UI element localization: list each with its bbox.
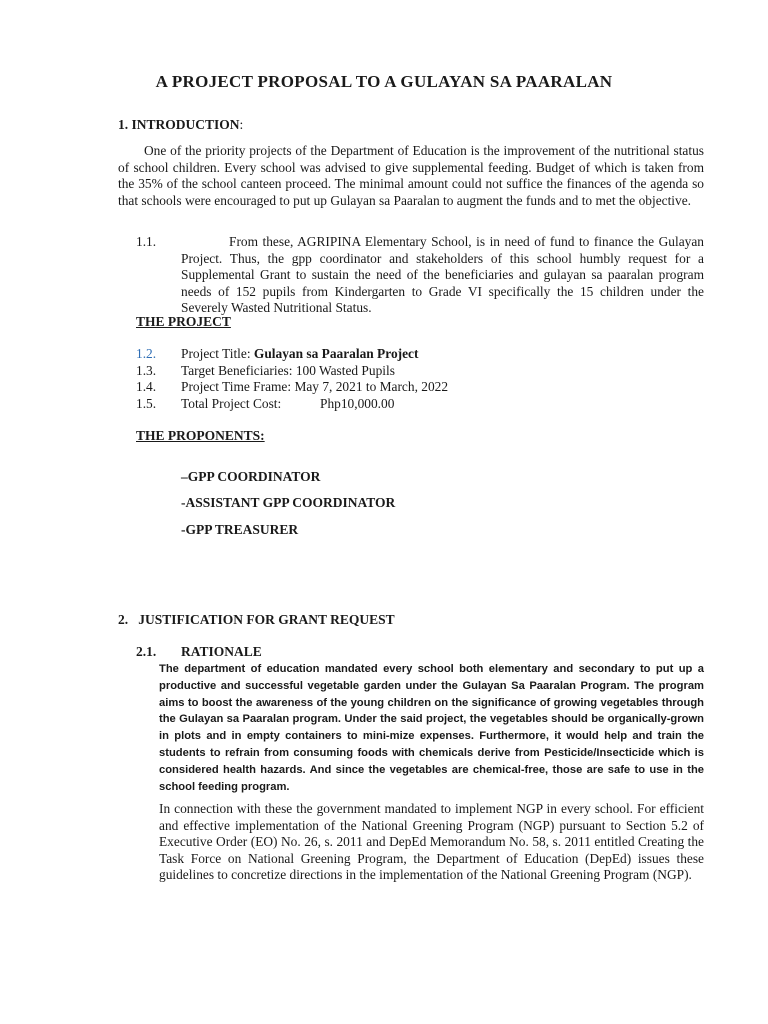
- project-title-value: Gulayan sa Paaralan Project: [253, 346, 419, 361]
- project-item-number: 1.3.: [136, 362, 157, 378]
- ngp-paragraph: In connection with these the government mandated to implement NGP in every school. For efficient and effective implementation of the National Greening Program (NGP) pursuant to Section 5.2 of Executive Order (EO) No. 26, s. 2011 and DepEd Memorandum No. 58, s. 2011 entitled Creating the Task Force on National Greening Program, the Department of Education (DepEd) issues these guidelines to concretize directions in the implementation of the National Greening Program (NGP).: [159, 801, 704, 882]
- proponents-heading: THE PROPONENTS:: [136, 428, 265, 443]
- introduction-heading: [118, 117, 243, 133]
- project-item-number: 1.4.: [136, 379, 157, 394]
- project-item-cost: [136, 396, 696, 413]
- project-item-label: Project Title:: [181, 346, 254, 361]
- project-item-label-wrap: [181, 346, 418, 363]
- introduction-heading-text: 1. INTRODUCTION: [118, 117, 240, 132]
- rationale-paragraph: The department of education mandated every school both elementary and secondary to put up a productive and successful vegetable garden under the Gulayan Sa Paaralan Program. The program aims to boost the awareness of the young children on the significance of growing vegetables through the Gulayan sa Paaralan program. Under the said project, the vegetables should be organically-grown in plots and in empty containers to mini-mize expenses. Furthermore, it would help and train the students to refrain from consuming foods with chemicals derive from Pesticide/Insecticide which is considered health hazards. And since the vegetables are chemical-free, those are safe to use in the school feeding program.: [159, 663, 704, 793]
- rationale-number: 2.1.: [136, 644, 157, 659]
- introduction-heading-colon: :: [239, 117, 244, 132]
- project-item-label: Target Beneficiaries: 100 Wasted Pupils: [181, 362, 395, 378]
- project-cost-value: Php10,000.00: [320, 395, 395, 411]
- project-item-title: [136, 346, 696, 363]
- proponent-assistant-coordinator: -ASSISTANT GPP COORDINATOR: [181, 495, 396, 510]
- project-list: [136, 346, 696, 412]
- project-item-label: Total Project Cost:: [181, 395, 282, 411]
- project-item-beneficiaries: [136, 363, 696, 380]
- item-1-1-number: 1.1.: [136, 234, 157, 249]
- project-item-number: 1.5.: [136, 395, 157, 411]
- rationale-heading: RATIONALE: [181, 644, 262, 659]
- project-item-label: Project Time Frame: May 7, 2021 to March, 2022: [181, 379, 449, 394]
- proponent-gpp-coordinator: –GPP COORDINATOR: [181, 469, 321, 484]
- document-title: A PROJECT PROPOSAL TO A GULAYAN SA PAARALAN: [155, 72, 613, 91]
- proponent-treasurer: -GPP TREASURER: [181, 522, 299, 537]
- item-1-1-text: From these, AGRIPINA Elementary School, is in need of fund to finance the Gulayan Project. Thus, the gpp coordinator and stakeholders of this school humbly request for a Supplemental Grant to sustain the need of the beneficiaries and gulayan sa paaralan program needs of 152 pupils from Kindergarten to Grade VI specifically the 15 children under the Severely Wasted Nutritional Status.: [181, 234, 704, 315]
- justification-heading: 2. JUSTIFICATION FOR GRANT REQUEST: [118, 612, 395, 627]
- project-item-timeframe: [136, 379, 696, 396]
- introduction-paragraph: One of the priority projects of the Department of Education is the improvement of the nutritional status of school children. Every school was advised to give supplemental feeding. Budget of which is taken from the 35% of the school canteen proceed. The minimal amount could not suffice the finances of the agenda so that schools were encouraged to put up Gulayan sa Paaralan to augment the funds and to met the objective.: [118, 143, 704, 208]
- project-item-number: 1.2.: [136, 346, 157, 361]
- project-heading: THE PROJECT: [136, 314, 231, 329]
